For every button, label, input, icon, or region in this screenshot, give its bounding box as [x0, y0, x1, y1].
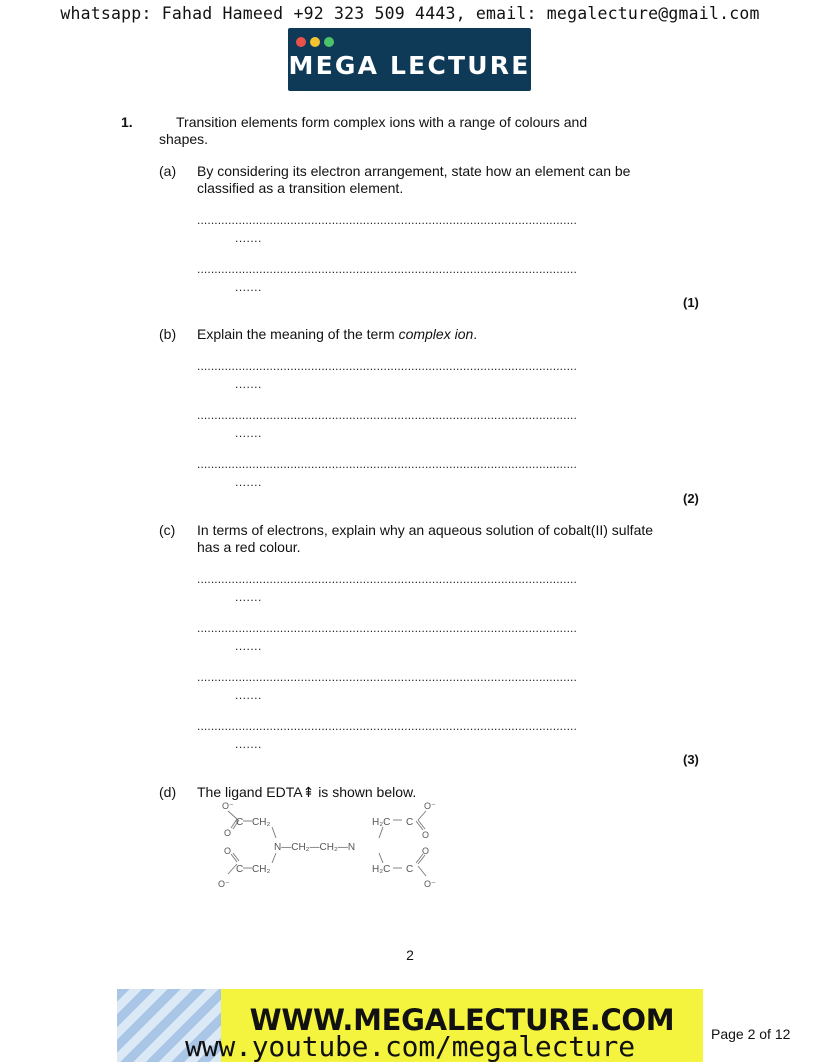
edta-o-minus-bottom-right: O⁻ [424, 879, 436, 889]
edta-o-bottom-right: O [422, 846, 430, 856]
answer-line-tail: ....... [235, 590, 262, 604]
footer-banner [117, 989, 703, 1062]
part-a-label: (a) [159, 163, 177, 179]
edta-o-minus-top-left: O⁻ [222, 801, 234, 811]
answer-line: .............................................................................................................. [197, 621, 577, 635]
logo-text: MEGA LECTURE [288, 51, 531, 80]
answer-line: .............................................................................................................. [197, 719, 577, 733]
edta-h2c-top-right: H₂C [372, 817, 391, 828]
page-of-count: Page 2 of 12 [711, 1026, 791, 1042]
answer-line-tail: ....... [235, 639, 262, 653]
part-c-label: (c) [159, 522, 176, 538]
answer-line: .............................................................................................................. [197, 670, 577, 684]
part-a-text: By considering its electron arrangement, state how an element can be classified as a transition element. [197, 163, 631, 196]
answer-line-tail: ....... [235, 231, 262, 245]
page-number: 2 [406, 947, 414, 963]
answer-line: .............................................................................................................. [197, 262, 577, 276]
question-intro: Transition elements form complex ions with a range of colours and shapes. [159, 114, 588, 147]
question-number: 1. [121, 114, 133, 130]
edta-ch2-bottom-left: CH₂ [252, 864, 271, 875]
part-b-text-before: Explain the meaning of the term [197, 326, 399, 342]
edta-ch2-top-left: CH₂ [252, 817, 271, 828]
youtube-link[interactable]: www.youtube.com/megalecture [185, 1030, 635, 1062]
answer-line: .............................................................................................................. [197, 359, 577, 373]
part-b-label: (b) [159, 326, 177, 342]
edta-c-top-left: C [236, 817, 244, 828]
logo-dot-green [324, 37, 334, 47]
edta-c-top-right: C [406, 817, 414, 828]
part-b-text [197, 326, 667, 343]
edta-o-minus-top-right: O⁻ [424, 801, 436, 811]
edta-o-top-right: O [422, 830, 430, 840]
part-d-text: The ligand EDTA⇞ is shown below. [197, 784, 417, 800]
answer-line: .............................................................................................................. [197, 213, 577, 227]
answer-line-tail: ....... [235, 280, 262, 294]
answer-line-tail: ....... [235, 475, 262, 489]
part-c-mark: (3) [683, 752, 699, 767]
edta-o-bottom-left: O [224, 846, 232, 856]
answer-line-tail: ....... [235, 377, 262, 391]
logo-dot-yellow [310, 37, 320, 47]
mega-lecture-logo [288, 28, 531, 91]
answer-line: .............................................................................................................. [197, 408, 577, 422]
edta-c-bottom-right: C [406, 864, 414, 875]
website-link[interactable]: WWW.MEGALECTURE.COM [249, 1003, 675, 1037]
answer-line: .............................................................................................................. [197, 572, 577, 586]
part-b-text-after: . [473, 326, 478, 342]
answer-line-tail: ....... [235, 737, 262, 751]
logo-dot-red [296, 37, 306, 47]
part-a-mark: (1) [683, 295, 699, 310]
edta-o-top-left: O [224, 828, 232, 838]
edta-o-minus-bottom-left: O⁻ [218, 879, 230, 889]
answer-line-tail: ....... [235, 426, 262, 440]
contact-header: whatsapp: Fahad Hameed +92 323 509 4443, email: megalecture@gmail.com [60, 4, 760, 23]
answer-line-tail: ....... [235, 688, 262, 702]
part-c-text: In terms of electrons, explain why an aqueous solution of cobalt(II) sulfate has a red colour. [197, 522, 654, 555]
edta-c-bottom-left: C [236, 864, 244, 875]
part-b-text-italic: complex ion [398, 326, 474, 342]
edta-bridge: N—CH₂—CH₂—N [274, 842, 356, 853]
logo-dots [296, 37, 334, 47]
edta-h2c-bottom-right: H₂C [372, 864, 391, 875]
answer-line: .............................................................................................................. [197, 457, 577, 471]
edta-structure [212, 798, 444, 893]
part-b-mark: (2) [683, 491, 699, 506]
part-d-label: (d) [159, 784, 177, 800]
